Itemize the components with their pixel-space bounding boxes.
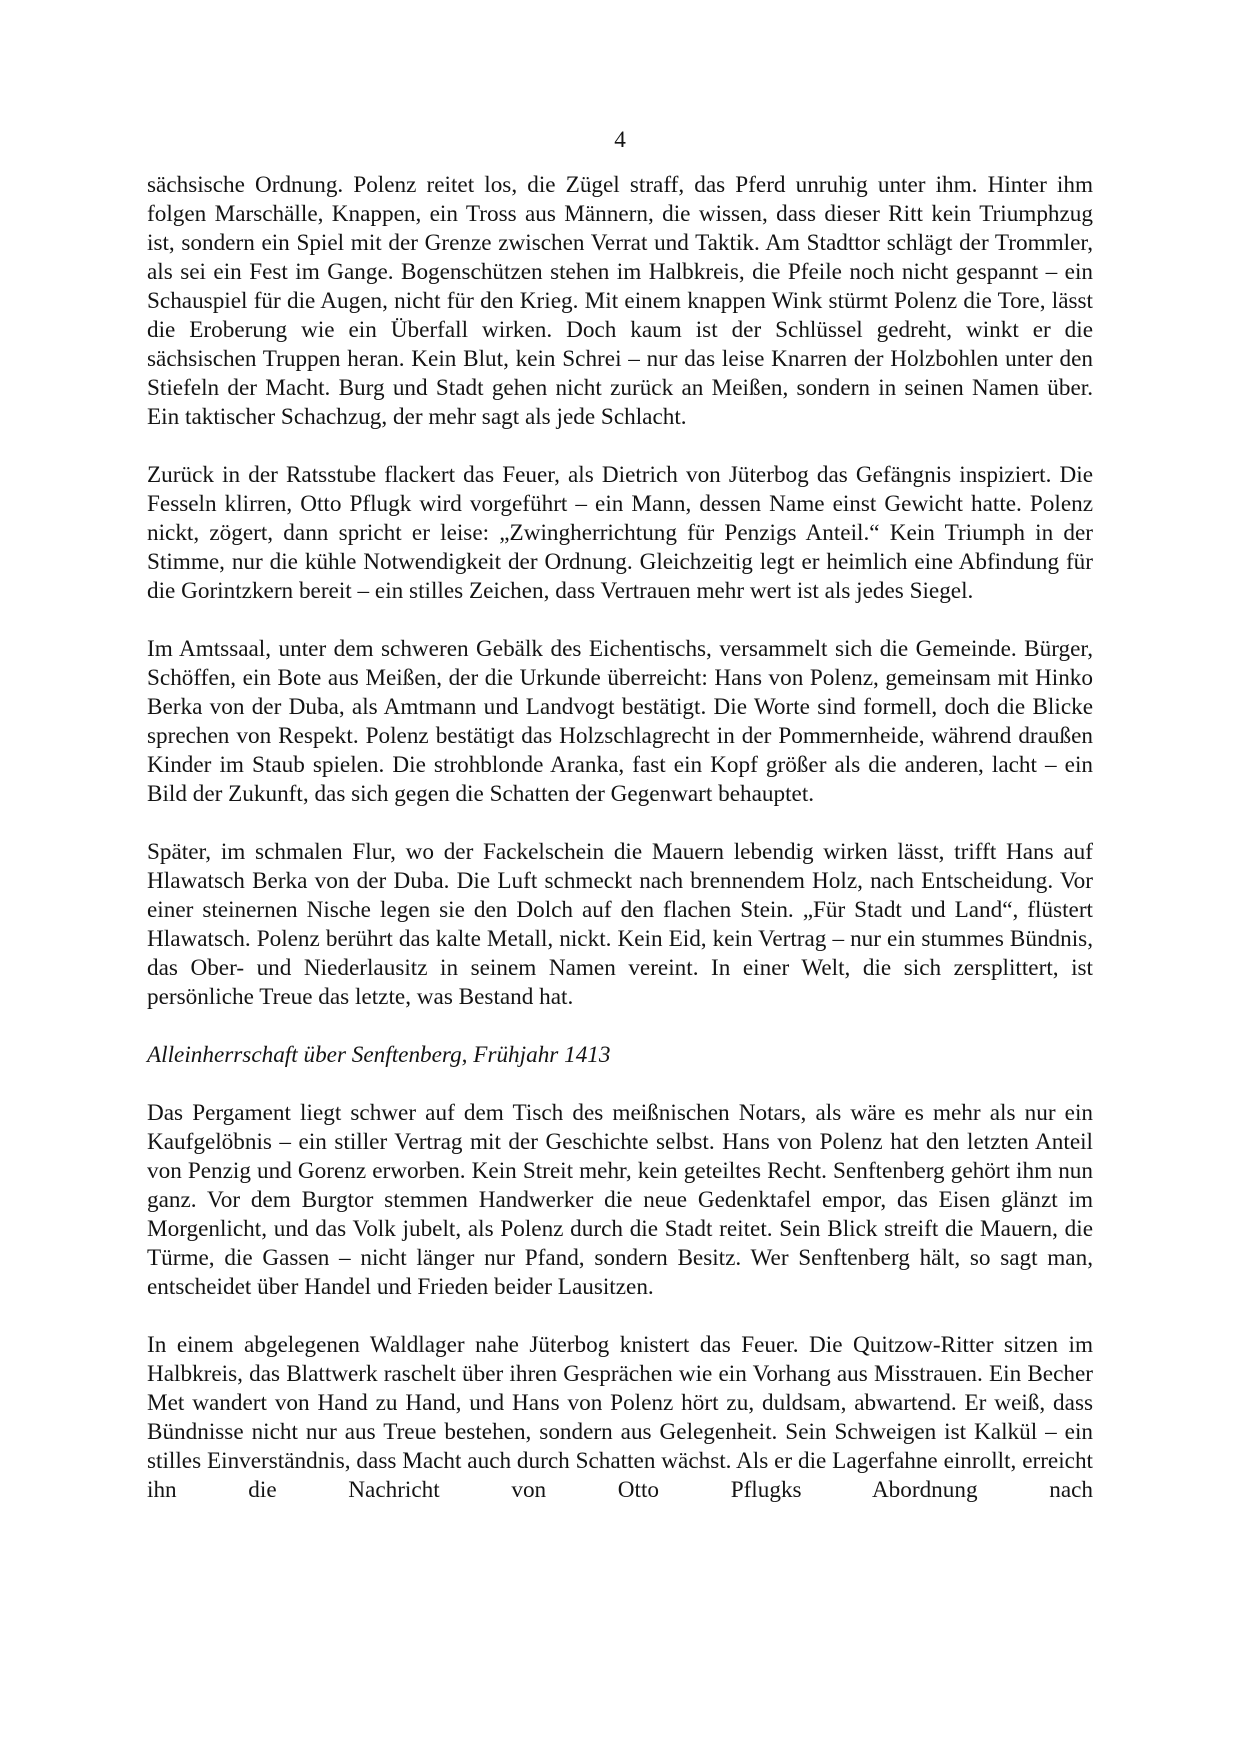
page-number: 4 — [614, 127, 626, 153]
paragraph-parchment: Das Pergament liegt schwer auf dem Tisch des meißnischen Notars, als wäre es mehr als nur ein Kaufgelöbnis – ein stiller Vertrag mit der Geschichte selbst. Hans von Polenz hat den letzten Anteil von Penzig und Gorenz erworben. Kein Streit mehr, kein geteiltes Recht. Senftenberg gehört ihm nun ganz. Vor dem Burgtor stemmen Handwerker die neue Gedenktafel empor, das Eisen glänzt im Morgenlicht, und das Volk jubelt, als Polenz durch die Stadt reitet. Sein Blick streift die Mauern, die Türme, die Gassen – nicht länger nur Pfand, sondern Besitz. Wer Senftenberg hält, so sagt man, entscheidet über Handel und Frieden beider Lausitzen. — [147, 1100, 1093, 1300]
paragraph-council-chamber: Zurück in der Ratsstube flackert das Feuer, als Dietrich von Jüterbog das Gefängnis inspiziert. Die Fesseln klirren, Otto Pflugk wird vorgeführt – ein Mann, dessen Name einst Gewicht hatte. Polenz nickt, zögert, dann spricht er leise: „Zwingherrichtung für Penzigs Anteil.“ Kein Triumph in der Stimme, nur die kühle Notwendigkeit der Ordnung. Gleichzeitig legt er heimlich eine Abfindung für die Gorintzkern bereit – ein stilles Zeichen, dass Vertrauen mehr wert ist als jedes Siegel. — [147, 462, 1093, 604]
paragraph-capture-of-castle: sächsische Ordnung. Polenz reitet los, die Zügel straff, das Pferd unruhig unter ihm. Hinter ihm folgen Marschälle, Knappen, ein Tross aus Männern, die wissen, dass dieser Ritt kein Triumphzug ist, sondern ein Spiel mit der Grenze zwischen Verrat und Taktik. Am Stadttor schlägt der Trommler, als sei ein Fest im Gange. Bogenschützen stehen im Halbkreis, die Pfeile noch nicht gespannt – ein Schauspiel für die Augen, nicht für den Krieg. Mit einem knappen Wink stürmt Polenz die Tore, lässt die Eroberung wie ein Überfall wirken. Doch kaum ist der Schlüssel gedreht, winkt er die sächsischen Truppen heran. Kein Blut, kein Schrei – nur das leise Knarren der Holzbohlen unter den Stiefeln der Macht. Burg und Stadt gehen nicht zurück an Meißen, sondern in seinen Namen über. Ein taktischer Schachzug, der mehr sagt als jede Schlacht. — [147, 172, 1093, 430]
paragraph-corridor-alliance: Später, im schmalen Flur, wo der Fackelschein die Mauern lebendig wirken lässt, trifft Hans auf Hlawatsch Berka von der Duba. Die Luft schmeckt nach brennendem Holz, nach Entscheidung. Vor einer steinernen Nische legen sie den Dolch auf den flachen Stein. „Für Stadt und Land“, flüstert Hlawatsch. Polenz berührt das kalte Metall, nickt. Kein Eid, kein Vertrag – nur ein stummes Bündnis, das Ober- und Niederlausitz in seinem Namen vereint. In einer Welt, die sich zersplittert, ist persönliche Treue das letzte, was Bestand hat. — [147, 839, 1093, 1010]
paragraph-forest-camp: In einem abgelegenen Waldlager nahe Jüterbog knistert das Feuer. Die Quitzow-Ritter sitzen im Halbkreis, das Blattwerk raschelt über ihren Gesprächen wie ein Vorhang aus Misstrauen. Ein Becher Met wandert von Hand zu Hand, und Hans von Polenz hört zu, duldsam, abwartend. Er weiß, dass Bündnisse nicht nur aus Treue bestehen, sondern aus Gelegenheit. Sein Schweigen ist Kalkül – ein stilles Einverständnis, dass Macht auch durch Schatten wächst. Als er die Lagerfahne einrollt, erreicht ihn die Nachricht von Otto Pflugks Abordnung nach — [147, 1332, 1093, 1503]
document-page — [147, 126, 1093, 1534]
section-heading: Alleinherrschaft über Senftenberg, Frühjahr 1413 — [147, 1042, 611, 1068]
paragraph-assembly-hall: Im Amtssaal, unter dem schweren Gebälk des Eichentischs, versammelt sich die Gemeinde. Bürger, Schöffen, ein Bote aus Meißen, der die Urkunde überreicht: Hans von Polenz, gemeinsam mit Hinko Berka von der Duba, als Amtmann und Landvogt bestätigt. Die Worte sind formell, doch die Blicke sprechen von Respekt. Polenz bestätigt das Holzschlagrecht in der Pommernheide, während draußen Kinder im Staub spielen. Die strohblonde Aranka, fast ein Kopf größer als die anderen, lacht – ein Bild der Zukunft, das sich gegen die Schatten der Gegenwart behauptet. — [147, 636, 1093, 807]
